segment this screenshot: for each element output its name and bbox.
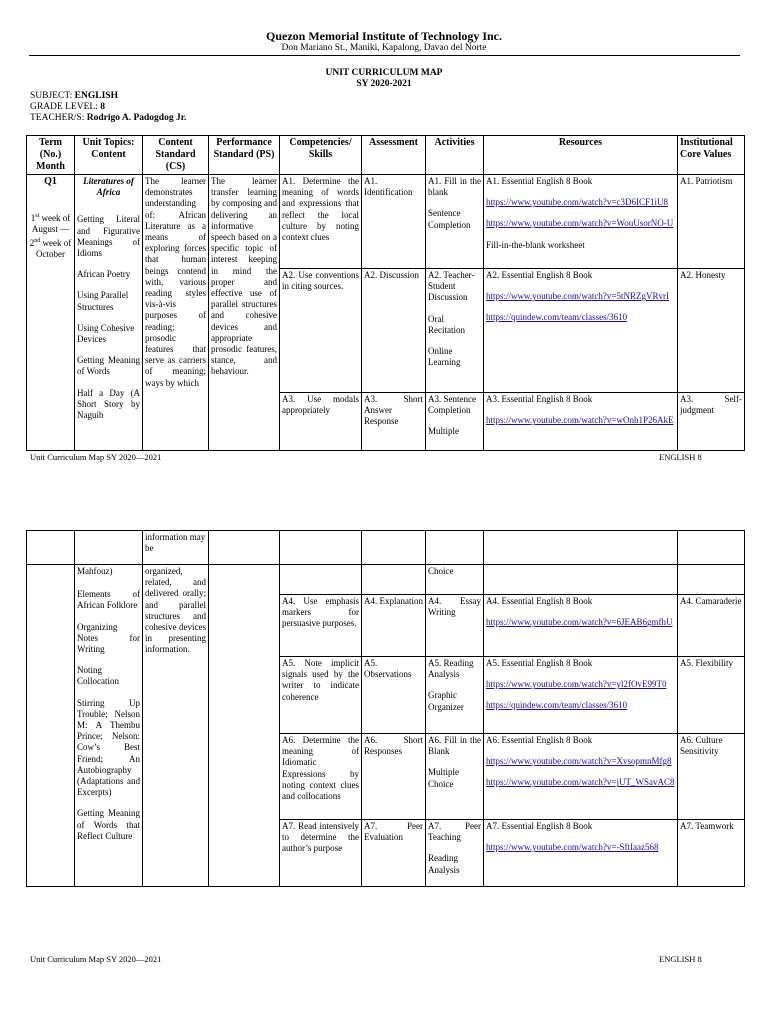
activities-a2: A2. Teacher-Student Discussion Oral Recitation Online Learning — [426, 269, 484, 393]
topic-item: Stirring Up Trouble; Nelson M: A Thembu Prince; Nelson: Cow’s Best Friend; An Autobiography (Adaptations and Excerpts) — [77, 697, 140, 798]
topic-item: Mahfouz) — [77, 566, 113, 576]
document-title — [0, 68, 768, 90]
resource-link[interactable]: https://www.youtube.com/watch?v=WouUsorNO-U — [486, 218, 674, 229]
activities-a7: A7. Peer Teaching Reading Analysis — [426, 820, 484, 887]
resource-link[interactable]: https://www.youtube.com/watch?v=c3D6ICF1iU8 — [486, 197, 668, 208]
topic-item: Half a Day (A Short Story by Naguib — [77, 387, 140, 421]
column-header-assessment: Assessment — [362, 136, 426, 175]
footer-right-page-1: ENGLISH 8 — [659, 452, 702, 462]
core-value-a5: A5. Flexibility — [678, 657, 745, 734]
topic-item: African Poetry — [77, 269, 131, 280]
term-cell-cont — [27, 531, 75, 565]
resource-book: A6. Essential English 8 Book — [486, 735, 593, 745]
competency-a2: A2. Use conventions in citing sources. — [280, 269, 362, 393]
performance-standard-cont-2 — [209, 565, 280, 887]
activities-a4: A4. Essay Writing — [426, 595, 484, 657]
topics-cell — [75, 175, 143, 451]
core-value-a4: A4. Camaraderie — [678, 595, 745, 657]
column-header-content-standard: Content Standard (CS) — [143, 136, 209, 175]
resource-worksheet: Fill-in-the-blank worksheet — [486, 239, 585, 250]
performance-standard-cont — [209, 531, 280, 565]
topic-item: Getting Meaning of Words that Reflect Culture — [77, 808, 140, 841]
activities-a1: A1. Fill in the blank Sentence Completion — [426, 175, 484, 269]
assessment-a2: A2. Discussion — [362, 269, 426, 393]
column-header-activities: Activities — [426, 136, 484, 175]
resource-link[interactable]: https://www.youtube.com/watch?v=5tNRZgVRvrI — [486, 291, 669, 302]
resource-book: A5. Essential English 8 Book — [486, 658, 593, 668]
topics-cell-cont-2 — [75, 565, 143, 887]
topic-item: Getting Meaning of Words — [77, 355, 140, 377]
competency-a6: A6. Determine the meaning of Idiomatic Expressions by noting context clues and collocations — [280, 734, 362, 820]
term-quarter: Q1 — [44, 176, 57, 187]
resource-book: A3. Essential English 8 Book — [486, 394, 593, 404]
institution-name: Quezon Memorial Institute of Technology Inc. — [266, 29, 502, 43]
topic-item: Organizing Notes for Writing — [77, 621, 140, 655]
school-year: SY 2020-2021 — [356, 79, 412, 89]
column-header-competencies: Competencies/ Skills — [280, 136, 362, 175]
column-header-term: Term (No.) Month — [27, 136, 75, 175]
resources-a2 — [484, 269, 678, 393]
assessment-a6: A6. Short Responses — [362, 734, 426, 820]
subject-label: SUBJECT: — [30, 91, 75, 101]
footer-left-page-1: Unit Curriculum Map SY 2020—2021 — [30, 452, 162, 462]
assessment-a3: A3. Short Answer Response — [362, 393, 426, 451]
competency-a5: A5. Note implicit signals used by the writer to indicate coherence — [280, 657, 362, 734]
core-value-a7: A7. Teamwork — [678, 820, 745, 887]
teacher-line — [30, 113, 186, 124]
resource-book: A1. Essential English 8 Book — [486, 176, 593, 186]
resource-book: A7. Essential English 8 Book — [486, 821, 593, 831]
column-header-performance-standard: Performance Standard (PS) — [209, 136, 280, 175]
column-header-core-values: Institutional Core Values — [678, 136, 745, 175]
core-value-a6: A6. Culture Sensitivity — [678, 734, 745, 820]
competency-a7: A7. Read intensively to determine the author’s purpose — [280, 820, 362, 887]
topic-item: Using Cohesive Devices — [77, 322, 135, 345]
resource-link[interactable]: https://quindew.com/team/classes/3610 — [486, 700, 628, 711]
term-cell-cont-2 — [27, 565, 75, 887]
curriculum-table-page-1 — [26, 135, 745, 451]
performance-standard-cell: The learner transfer learning by composing and delivering an informative speech based on a specific topic of interest keeping in mind the proper and effective use of parallel structures and cohesive devices and appropriate prosodic features, stance, and behaviour. — [209, 175, 280, 451]
institution-address: Don Mariano St., Maniki, Kapalong, Davao del Norte — [281, 43, 487, 53]
column-header-resources: Resources — [484, 136, 678, 175]
activities-a3-cont: Choice — [426, 565, 484, 595]
title-text: UNIT CURRICULUM MAP — [325, 68, 443, 78]
column-header-topics: Unit Topics: Content — [75, 136, 143, 175]
topics-heading: Literatures of Africa — [83, 176, 134, 198]
core-value-a2: A2. Honesty — [678, 269, 745, 393]
teacher-label: TEACHER/S: — [30, 113, 87, 123]
competency-a4: A4. Use emphasis markers for persuasive purposes. — [280, 595, 362, 657]
header-divider — [29, 55, 740, 56]
subject-line — [30, 91, 118, 102]
content-standard-cell: The learner demonstrates understanding of: African Literature as a means of exploring forces that human beings contend with, various reading styles vis-à-vis purposes of reading; prosodic features that serve as carriers of meaning; ways by which — [143, 175, 209, 451]
resource-link[interactable]: https://www.youtube.com/watch?v=wOnh1P26AkE — [486, 415, 674, 426]
resource-link[interactable]: https://quindew.com/team/classes/3610 — [486, 312, 628, 323]
resource-link[interactable]: https://www.youtube.com/watch?v=jUT_WSavAC8 — [486, 777, 675, 788]
activities-a3: A3. Sentence Completion Multiple — [426, 393, 484, 451]
footer-left-page-2: Unit Curriculum Map SY 2020—2021 — [30, 954, 162, 964]
competency-a1: A1. Determine the meaning of words and expressions that reflect the local culture by noting context clues — [280, 175, 362, 269]
resource-book: A4. Essential English 8 Book — [486, 596, 593, 606]
topic-item: Getting Literal and Figurative Meanings of Idioms — [77, 214, 140, 259]
core-value-a1: A1. Patriotism — [678, 175, 745, 269]
resource-link[interactable]: https://www.youtube.com/watch?v=yl2fOvE99T0 — [486, 679, 667, 690]
activities-a5: A5. Reading Analysis Graphic Organizer — [426, 657, 484, 734]
grade-value: 8 — [100, 102, 105, 112]
term-cell — [27, 175, 75, 451]
resource-link[interactable]: https://www.youtube.com/watch?v=XvsopmnMfg8 — [486, 756, 672, 767]
assessment-a7: A7. Peer Evaluation — [362, 820, 426, 887]
resource-link[interactable]: https://www.youtube.com/watch?v=6JEAB6gmfhU — [486, 617, 673, 628]
resources-a5 — [484, 657, 678, 734]
topic-item: Noting Collocation — [77, 665, 119, 687]
resources-a3 — [484, 393, 678, 451]
curriculum-table-page-2 — [26, 530, 745, 887]
grade-line — [30, 102, 105, 113]
resources-a7 — [484, 820, 678, 887]
resources-a1 — [484, 175, 678, 269]
content-standard-cont-a: information may be — [143, 531, 209, 565]
content-standard-cont-b: organized, related, and delivered orally; and parallel structures and cohesive devices in presenting information. — [143, 565, 209, 887]
topics-cell-cont — [75, 531, 143, 565]
resource-link[interactable]: https://www.youtube.com/watch?v=-SftIaaz568 — [486, 842, 659, 853]
grade-label: GRADE LEVEL: — [30, 102, 101, 112]
teacher-value: Rodrigo A. Padogdog Jr. — [86, 113, 187, 123]
assessment-a1: A1. Identification — [362, 175, 426, 269]
resources-a4 — [484, 595, 678, 657]
subject-value: ENGLISH — [74, 91, 118, 101]
footer-right-page-2: ENGLISH 8 — [659, 954, 702, 964]
activities-a6: A6. Fill in the Blank Multiple Choice — [426, 734, 484, 820]
topic-item: Elements of African Folklore — [77, 589, 140, 611]
topic-item: Using Parallel Structures — [77, 290, 129, 312]
core-value-a3: A3. Self-judgment — [678, 393, 745, 451]
assessment-a4: A4. Explanation — [362, 595, 426, 657]
competency-a3: A3. Use modals appropriately — [280, 393, 362, 451]
term-period: 1st week of August — 2nd week of October — [29, 213, 72, 259]
resource-book: A2. Essential English 8 Book — [486, 270, 593, 280]
assessment-a5: A5. Observations — [362, 657, 426, 734]
resources-a6 — [484, 734, 678, 820]
